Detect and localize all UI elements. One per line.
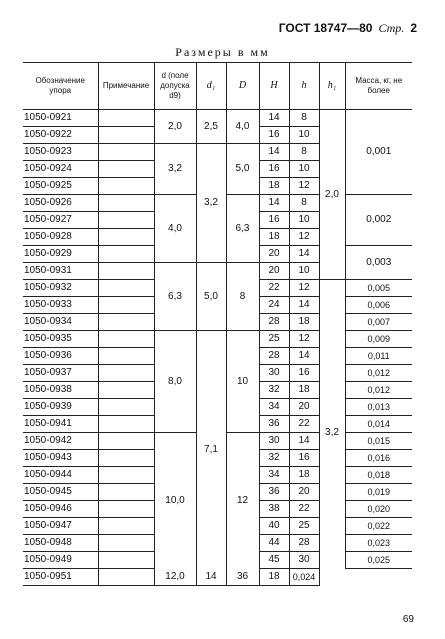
note-cell xyxy=(98,127,154,144)
col-h1: h₁ xyxy=(319,63,345,110)
H-cell: 30 xyxy=(259,433,289,450)
standard-number: ГОСТ 18747—80 xyxy=(278,21,373,35)
mass-cell: 0,023 xyxy=(345,535,412,552)
mass-cell: 0,018 xyxy=(345,467,412,484)
note-cell xyxy=(98,382,154,399)
H-cell: 28 xyxy=(259,314,289,331)
h-cell: 14 xyxy=(289,348,319,365)
note-cell xyxy=(98,484,154,501)
h-cell: 16 xyxy=(289,365,319,382)
note-cell xyxy=(98,161,154,178)
h-cell: 10 xyxy=(289,263,319,280)
mass-cell: 0,005 xyxy=(345,280,412,297)
mass-cell: 0,003 xyxy=(345,246,412,280)
note-cell xyxy=(98,314,154,331)
h1-cell: 3,2 xyxy=(319,280,345,586)
mass-cell: 0,006 xyxy=(345,297,412,314)
d1-cell: 5,0 xyxy=(196,263,226,331)
H-cell: 34 xyxy=(259,467,289,484)
H-cell: 16 xyxy=(259,127,289,144)
d1-cell: 7,1 xyxy=(196,331,226,569)
note-cell xyxy=(98,399,154,416)
H-cell: 45 xyxy=(259,552,289,569)
H-cell: 16 xyxy=(259,161,289,178)
designation-cell: 1050-0942 xyxy=(23,433,98,450)
H-cell: 28 xyxy=(259,348,289,365)
h-cell: 10 xyxy=(289,212,319,229)
D-cell: 5,0 xyxy=(226,144,259,195)
H-cell: 18 xyxy=(259,178,289,195)
note-cell xyxy=(98,569,154,586)
mass-cell: 0,001 xyxy=(345,110,412,195)
mass-cell: 0,020 xyxy=(345,501,412,518)
mass-cell: 0,012 xyxy=(345,365,412,382)
H-cell: 36 xyxy=(259,484,289,501)
H-cell: 24 xyxy=(259,297,289,314)
mass-cell: 0,022 xyxy=(345,518,412,535)
h-cell: 18 xyxy=(259,569,289,586)
mass-cell: 0,019 xyxy=(345,484,412,501)
h-cell: 12 xyxy=(289,280,319,297)
D-cell: 8 xyxy=(226,263,259,331)
D-cell: 10 xyxy=(226,331,259,433)
mass-cell: 0,007 xyxy=(345,314,412,331)
note-cell xyxy=(98,178,154,195)
designation-cell: 1050-0946 xyxy=(23,501,98,518)
h-cell: 20 xyxy=(289,399,319,416)
mass-cell: 0,013 xyxy=(345,399,412,416)
designation-cell: 1050-0939 xyxy=(23,399,98,416)
d1-cell: 3,2 xyxy=(196,144,226,263)
H-cell: 34 xyxy=(259,399,289,416)
designation-cell: 1050-0934 xyxy=(23,314,98,331)
note-cell xyxy=(98,535,154,552)
note-cell xyxy=(98,365,154,382)
h-cell: 28 xyxy=(289,535,319,552)
H-cell: 32 xyxy=(259,450,289,467)
h-cell: 14 xyxy=(289,246,319,263)
note-cell xyxy=(98,229,154,246)
note-cell xyxy=(98,331,154,348)
h-cell: 14 xyxy=(289,297,319,314)
h-cell: 12 xyxy=(289,178,319,195)
designation-cell: 1050-0926 xyxy=(23,195,98,212)
h-cell: 10 xyxy=(289,127,319,144)
note-cell xyxy=(98,450,154,467)
h-cell: 10 xyxy=(289,161,319,178)
col-D: D xyxy=(226,63,259,110)
designation-cell: 1050-0937 xyxy=(23,365,98,382)
designation-cell: 1050-0923 xyxy=(23,144,98,161)
designation-cell: 1050-0927 xyxy=(23,212,98,229)
h-cell: 18 xyxy=(289,467,319,484)
col-d1: d₁ xyxy=(196,63,226,110)
d-cell: 4,0 xyxy=(154,195,196,263)
designation-cell: 1050-0922 xyxy=(23,127,98,144)
mass-cell: 0,025 xyxy=(345,552,412,569)
designation-cell: 1050-0935 xyxy=(23,331,98,348)
H-cell: 20 xyxy=(259,246,289,263)
D-cell: 4,0 xyxy=(226,110,259,144)
mass-cell: 0,009 xyxy=(345,331,412,348)
note-cell xyxy=(98,195,154,212)
designation-cell: 1050-0949 xyxy=(23,552,98,569)
H-cell: 18 xyxy=(259,229,289,246)
designation-cell: 1050-0943 xyxy=(23,450,98,467)
h-cell: 20 xyxy=(289,484,319,501)
designation-cell: 1050-0931 xyxy=(23,263,98,280)
col-d: d (поле допуска d9) xyxy=(154,63,196,110)
note-cell xyxy=(98,144,154,161)
H-cell: 30 xyxy=(259,365,289,382)
designation-cell: 1050-0924 xyxy=(23,161,98,178)
h-cell: 18 xyxy=(289,314,319,331)
D-cell: 14 xyxy=(196,569,226,586)
mass-cell: 0,012 xyxy=(345,382,412,399)
H-cell: 14 xyxy=(259,144,289,161)
d-cell: 6,3 xyxy=(154,263,196,331)
h-cell: 8 xyxy=(289,195,319,212)
designation-cell: 1050-0928 xyxy=(23,229,98,246)
H-cell: 25 xyxy=(259,331,289,348)
H-cell: 40 xyxy=(259,518,289,535)
col-h: h xyxy=(289,63,319,110)
designation-cell: 1050-0944 xyxy=(23,467,98,484)
col-designation: Обозначение упора xyxy=(23,63,98,110)
note-cell xyxy=(98,263,154,280)
H-cell: 36 xyxy=(226,569,259,586)
dimensions-table xyxy=(23,62,412,586)
page-number: 2 xyxy=(410,21,417,35)
designation-cell: 1050-0932 xyxy=(23,280,98,297)
h-cell: 18 xyxy=(289,382,319,399)
D-cell: 12 xyxy=(226,433,259,569)
designation-cell: 1050-0938 xyxy=(23,382,98,399)
table-row xyxy=(23,110,412,127)
note-cell xyxy=(98,416,154,433)
h-cell: 12 xyxy=(289,331,319,348)
col-note: Примечание xyxy=(98,63,154,110)
H-cell: 14 xyxy=(259,110,289,127)
mass-cell: 0,014 xyxy=(345,416,412,433)
h-cell: 30 xyxy=(289,552,319,569)
H-cell: 32 xyxy=(259,382,289,399)
mass-cell: 0,011 xyxy=(345,348,412,365)
mass-cell: 0,016 xyxy=(345,450,412,467)
note-cell xyxy=(98,552,154,569)
H-cell: 16 xyxy=(259,212,289,229)
d1-cell: 2,5 xyxy=(196,110,226,144)
col-mass: Масса, кг, не более xyxy=(345,63,412,110)
h1-cell: 2,0 xyxy=(319,110,345,280)
h-cell: 22 xyxy=(289,501,319,518)
mass-cell: 0,015 xyxy=(345,433,412,450)
h-cell: 8 xyxy=(289,110,319,127)
designation-cell: 1050-0921 xyxy=(23,110,98,127)
note-cell xyxy=(98,110,154,127)
document-header xyxy=(279,21,417,36)
d-cell: 8,0 xyxy=(154,331,196,433)
d-cell: 2,0 xyxy=(154,110,196,144)
H-cell: 20 xyxy=(259,263,289,280)
h-cell: 8 xyxy=(289,144,319,161)
designation-cell: 1050-0945 xyxy=(23,484,98,501)
designation-cell: 1050-0951 xyxy=(23,569,98,586)
note-cell xyxy=(98,467,154,484)
table-title: Размеры в мм xyxy=(175,45,270,59)
h-cell: 14 xyxy=(289,433,319,450)
H-cell: 38 xyxy=(259,501,289,518)
H-cell: 44 xyxy=(259,535,289,552)
designation-cell: 1050-0947 xyxy=(23,518,98,535)
table-header-row xyxy=(23,63,412,110)
note-cell xyxy=(98,518,154,535)
footer-page-number: 69 xyxy=(402,614,414,625)
note-cell xyxy=(98,212,154,229)
D-cell: 6,3 xyxy=(226,195,259,263)
designation-cell: 1050-0929 xyxy=(23,246,98,263)
designation-cell: 1050-0925 xyxy=(23,178,98,195)
d-cell: 3,2 xyxy=(154,144,196,195)
H-cell: 36 xyxy=(259,416,289,433)
h-cell: 16 xyxy=(289,450,319,467)
note-cell xyxy=(98,501,154,518)
note-cell xyxy=(98,280,154,297)
h-cell: 12 xyxy=(289,229,319,246)
page-label: Стр. xyxy=(378,21,405,35)
note-cell xyxy=(98,246,154,263)
H-cell: 14 xyxy=(259,195,289,212)
designation-cell: 1050-0948 xyxy=(23,535,98,552)
mass-cell: 0,002 xyxy=(345,195,412,246)
H-cell: 22 xyxy=(259,280,289,297)
designation-cell: 1050-0936 xyxy=(23,348,98,365)
designation-cell: 1050-0941 xyxy=(23,416,98,433)
table-row xyxy=(23,331,412,348)
mass-cell: 0,024 xyxy=(289,569,319,586)
col-H: H xyxy=(259,63,289,110)
note-cell xyxy=(98,433,154,450)
d-cell: 10,0 xyxy=(154,433,196,569)
note-cell xyxy=(98,297,154,314)
note-cell xyxy=(98,348,154,365)
designation-cell: 1050-0933 xyxy=(23,297,98,314)
h-cell: 25 xyxy=(289,518,319,535)
h-cell: 22 xyxy=(289,416,319,433)
table-row xyxy=(23,569,412,586)
d-cell: 12,0 xyxy=(154,569,196,586)
